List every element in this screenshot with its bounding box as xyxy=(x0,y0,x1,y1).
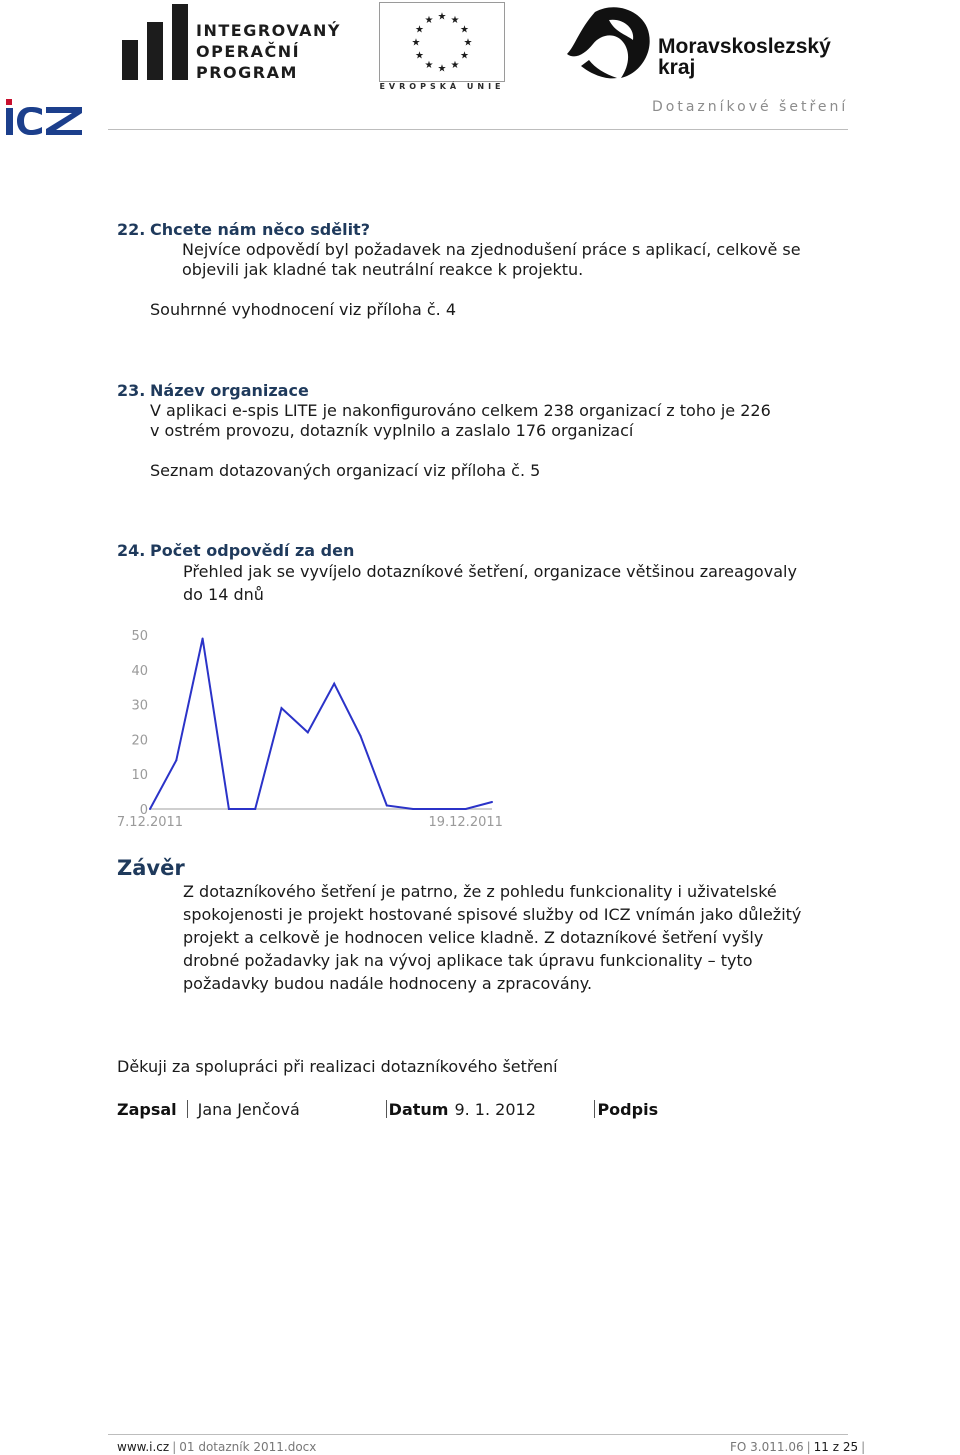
signature-row xyxy=(117,1097,658,1121)
question-title: Počet odpovědí za den xyxy=(150,541,355,560)
header-divider xyxy=(108,129,848,130)
eu-star-icon: ★ xyxy=(415,24,424,36)
eu-flag-logo xyxy=(379,2,505,82)
question-22-heading xyxy=(117,220,370,239)
eu-star-icon: ★ xyxy=(463,37,473,49)
question-23-answer-line: V aplikaci e-spis LITE je nakonfigurováno celkem 238 organizací z toho je 226 xyxy=(150,401,771,420)
document-title: Dotazníkové šetření xyxy=(652,99,849,115)
iop-logo-text: INTEGROVANÝ OPERAČNÍ PROGRAM xyxy=(196,21,341,82)
question-22-answer-line: objevili jak kladné tak neutrální reakce k projektu. xyxy=(182,260,584,279)
footer-filename: 01 dotazník 2011.docx xyxy=(179,1440,317,1454)
responses-series-line xyxy=(150,639,492,810)
field-separator xyxy=(386,1100,387,1118)
footer-doc-code: FO 3.011.06 xyxy=(730,1440,804,1454)
data-point xyxy=(307,731,309,733)
eu-star-icon: ★ xyxy=(450,15,460,26)
conclusion-line: spokojenosti je projekt hostované spisové služby od ICZ vnímán jako důležitý xyxy=(183,905,802,924)
question-22-answer-line: Nejvíce odpovědí byl požadavek na zjednodušení práce s aplikací, celkově se xyxy=(182,240,801,259)
data-point xyxy=(491,801,493,803)
footer-divider xyxy=(108,1434,848,1435)
data-point xyxy=(465,808,467,810)
question-23-note: Seznam dotazovaných organizací viz příloha č. 5 xyxy=(150,461,541,480)
datum-label: Datum xyxy=(388,1099,449,1119)
data-point xyxy=(202,638,204,640)
x-tick-label: 19.12.2011 xyxy=(428,815,503,830)
y-tick-label: 50 xyxy=(131,629,148,644)
eu-star-icon: ★ xyxy=(460,50,469,62)
eu-star-icon: ★ xyxy=(415,50,424,62)
icz-logo xyxy=(6,97,84,137)
data-point xyxy=(254,808,256,810)
zapsal-label: Zapsal xyxy=(117,1099,177,1119)
data-point xyxy=(228,808,230,810)
eu-star-icon: ★ xyxy=(424,60,434,71)
eu-star-icon: ★ xyxy=(424,15,434,26)
x-tick-label: 7.12.2011 xyxy=(116,815,184,830)
y-tick-label: 20 xyxy=(131,733,148,749)
question-title: Název organizace xyxy=(150,381,309,400)
question-24-answer-line: do 14 dnů xyxy=(183,585,264,604)
data-point xyxy=(333,683,335,685)
conclusion-line: projekt a celkově je hodnocen velice kladně. Z dotazníkové šetření vyšly xyxy=(183,928,764,947)
conclusion-line: drobné požadavky jak na vývoj aplikace tak úpravu funkcionality – tyto xyxy=(183,951,753,970)
question-title: Chcete nám něco sdělit? xyxy=(150,220,370,239)
question-23-heading xyxy=(117,381,309,400)
y-tick-label: 10 xyxy=(131,768,148,784)
y-tick-label: 0 xyxy=(139,803,148,818)
moravskoslezsky-kraj-logo xyxy=(565,4,655,82)
question-number: 23. xyxy=(117,381,146,400)
footer-left: www.i.cz | 01 dotazník 2011.docx xyxy=(117,1440,317,1454)
question-24-answer-line: Přehled jak se vyvíjelo dotazníkové šetření, organizace většinou zareagovaly xyxy=(183,562,797,581)
data-point xyxy=(281,707,283,709)
field-separator xyxy=(594,1100,595,1118)
question-23-answer-line: v ostrém provozu, dotazník vyplnilo a zaslalo 176 organizací xyxy=(150,421,634,440)
eu-star-icon: ★ xyxy=(450,60,460,71)
question-number: 22. xyxy=(117,220,146,239)
data-point xyxy=(386,805,388,807)
question-24-heading xyxy=(117,541,354,560)
moravskoslezsky-kraj-name: Moravskoslezský kraj xyxy=(658,35,831,79)
data-point xyxy=(412,808,414,810)
datum-value: 9. 1. 2012 xyxy=(454,1099,536,1119)
data-point xyxy=(438,808,440,810)
eu-star-icon: ★ xyxy=(411,37,421,49)
responses-per-day-chart xyxy=(112,618,542,838)
conclusion-line: Z dotazníkového šetření je patrno, že z pohledu funkcionality i uživatelské xyxy=(183,882,777,901)
data-point xyxy=(175,759,177,761)
footer-website[interactable]: www.i.cz xyxy=(117,1440,170,1454)
question-22-note: Souhrnné vyhodnocení viz příloha č. 4 xyxy=(150,300,456,319)
conclusion-title: Závěr xyxy=(117,856,185,880)
question-number: 24. xyxy=(117,541,146,560)
eu-star-icon: ★ xyxy=(437,63,447,75)
eu-caption: EVROPSKÁ UNIE xyxy=(379,82,505,91)
data-point xyxy=(360,735,362,737)
field-separator xyxy=(187,1100,188,1118)
eu-star-icon: ★ xyxy=(437,11,447,23)
data-point xyxy=(149,808,151,810)
eu-star-icon: ★ xyxy=(460,24,469,36)
y-tick-label: 40 xyxy=(131,663,148,679)
iop-logo-bars xyxy=(122,4,190,80)
zapsal-value: Jana Jenčová xyxy=(197,1099,300,1119)
footer-page-number: 11 z 25 xyxy=(813,1440,859,1454)
conclusion-line: požadavky budou nadále hodnoceny a zpracovány. xyxy=(183,974,593,993)
y-tick-label: 30 xyxy=(131,698,148,714)
footer-right: FO 3.011.06 | 11 z 25 | xyxy=(730,1440,866,1454)
podpis-label: Podpis xyxy=(597,1099,659,1119)
thanks-text: Děkuji za spolupráci při realizaci dotazníkového šetření xyxy=(117,1057,558,1076)
